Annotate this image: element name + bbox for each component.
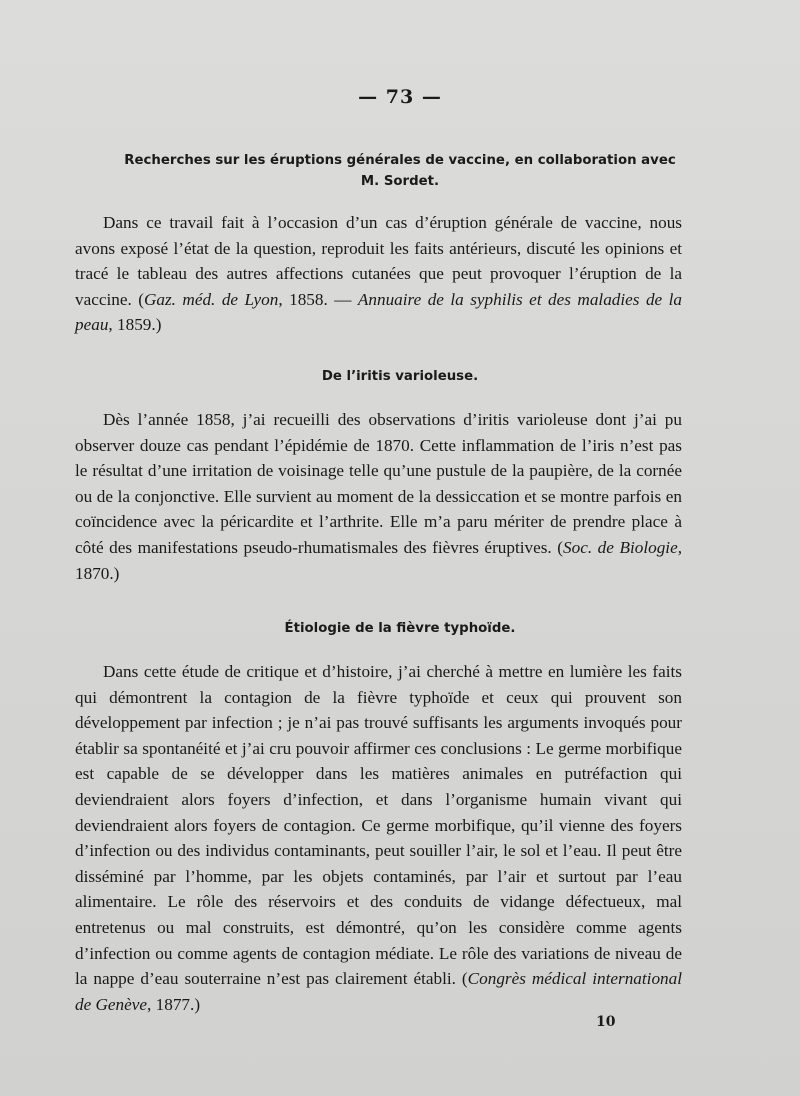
paragraph [75, 659, 682, 1017]
section-body-iritis [75, 407, 682, 586]
signature-mark: 10 [596, 1014, 616, 1030]
section-heading-iritis: De l’iritis varioleuse. [321, 369, 479, 384]
section-body-vaccine [75, 210, 682, 338]
body-text: , 1870.) [75, 537, 682, 583]
body-text: Dès l’année 1858, j’ai recueilli des observations d’iritis varioleuse dont j’ai pu observer douze cas pendant l’épidémie de 1870. Cette inflammation de l’iris n’est pas le résultat d’une irritation de voisinage telle qu’une pustule de la paupière, de la cornée ou de la conjonctive. Elle survient au moment de la dessiccation et se montre parfois en coïncidence avec la péricardite et l’arthrite. Elle m’a paru mériter de prendre place à côté des manifestations pseudo-rhumatismales des fièvres éruptives. ( [75, 410, 682, 557]
citation: Gaz. méd. de Lyon [143, 289, 279, 309]
body-text: , 1859.) [108, 315, 162, 335]
paragraph [75, 407, 682, 586]
citation: Annuaire de la syphilis et des maladies de la peau [75, 289, 682, 335]
citation: Congrès médical international de Genève [75, 969, 682, 1014]
section-heading-typhoid: Étiologie de la fièvre typhoïde. [284, 621, 516, 636]
body-text: Dans ce travail fait à l’occasion d’un cas d’éruption générale de vaccine, nous avons exposé l’état de la question, reproduit les faits antérieurs, discuté les opinions et tracé le tableau des autres affections cutanées que peut provoquer l’éruption de la vaccine. ( [75, 213, 682, 309]
body-text: , 1877.) [147, 994, 201, 1014]
body-text: , 1858. — [278, 289, 358, 309]
page-number: — 73 — [358, 86, 442, 108]
section-heading-line: Recherches sur les éruptions générales de vaccine, en collaboration avec [124, 153, 676, 168]
section-body-typhoid [75, 659, 682, 1017]
body-text: Dans cette étude de critique et d’histoire, j’ai cherché à mettre en lumière les faits qui démontrent la contagion de la fièvre typhoïde et ceux qui prouvent son développement par infection ; je n’ai pas trouvé suffisants les arguments invoqués pour établir sa spontanéité et j’ai cru pouvoir affirmer ces conclusions : Le germe morbifique est capable de se développer dans les matières animales en putréfaction qui deviendraient alors foyers d’infection, et dans l’organisme humain vivant qui deviendraient alors foyers de contagion. Ce germe morbifique, qu’il vienne des foyers d’infection ou des individus contaminants, peut souiller l’air, le sol et l’eau. Il peut être disséminé par l’homme, par les objets contaminés, par l’air et surtout par l’eau alimentaire. Le rôle des réservoirs et des conduits de vidange défectueux, mal entretenus ou mal construits, est démontré, qu’on les considère comme agents d’infection ou comme agents de contagion médiate. Le rôle des variations de niveau de la nappe d’eau souterraine n’est pas clairement établi. ( [75, 662, 682, 989]
citation: Soc. de Biologie [563, 537, 678, 557]
section-heading-line: M. Sordet. [360, 174, 440, 189]
section-heading-vaccine [75, 150, 725, 192]
paragraph [75, 210, 682, 338]
